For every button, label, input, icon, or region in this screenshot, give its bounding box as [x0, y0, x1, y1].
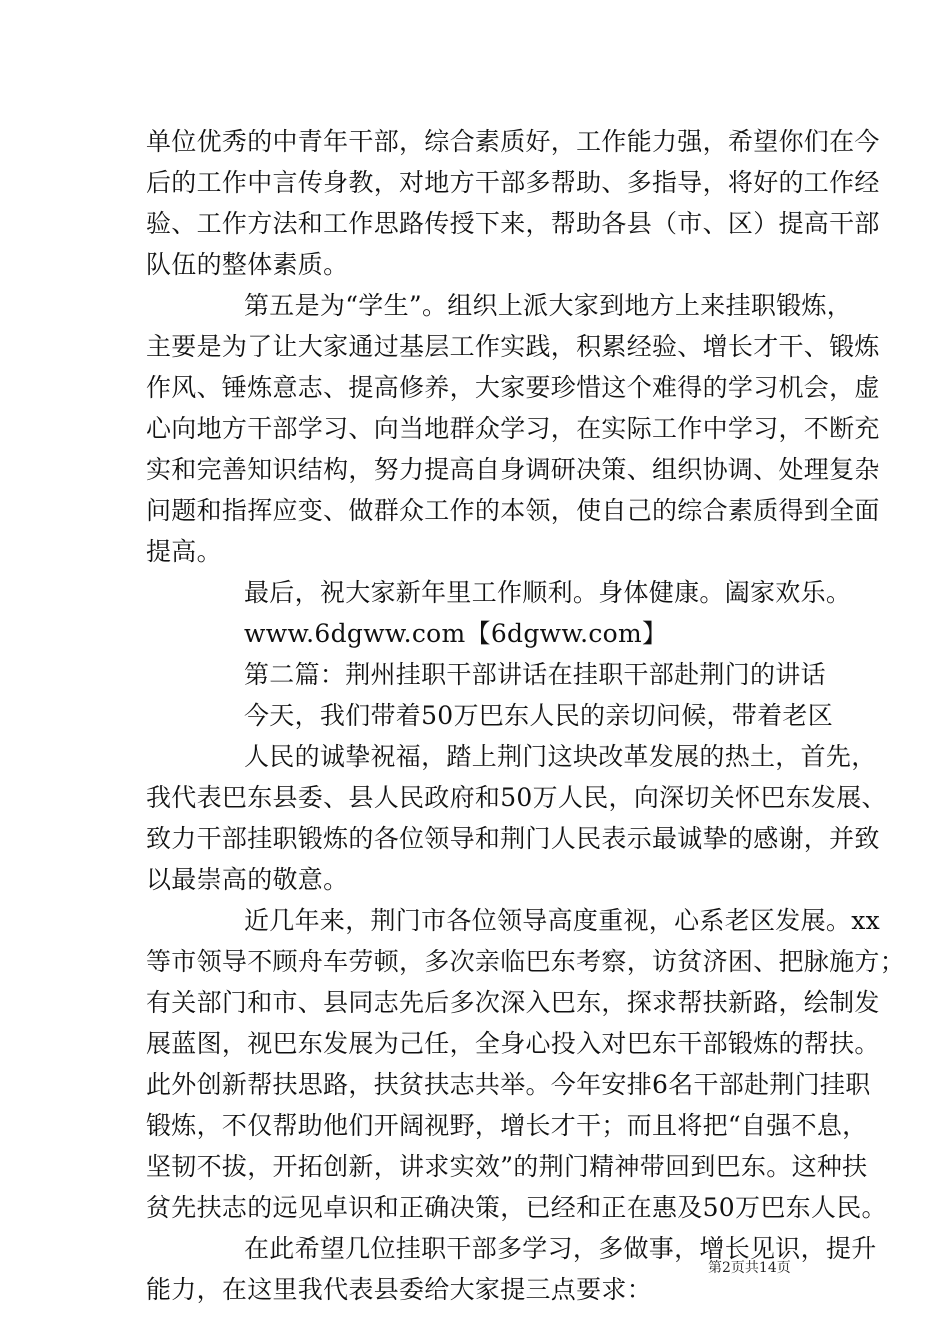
text-line: 主要是为了让大家通过基层工作实践，积累经验、增长才干、锻炼 — [146, 332, 880, 361]
text-line: 人民的诚挚祝福，踏上荆门这块改革发展的热土，首先， — [244, 742, 877, 771]
text-line: 心向地方干部学习、向当地群众学习，在实际工作中学习，不断充 — [146, 414, 880, 443]
text-line: www.6dgww.com【6dgww.com】 — [244, 619, 668, 648]
text-line: 验、工作方法和工作思路传授下来，帮助各县（市、区）提高干部 — [146, 209, 880, 238]
text-line: 最后，祝大家新年里工作顺利。身体健康。阖家欢乐。 — [244, 578, 852, 607]
section-heading: 第二篇：荆州挂职干部讲话在挂职干部赴荆门的讲话 — [244, 660, 826, 689]
text-line: 在此希望几位挂职干部多学习，多做事，增长见识，提升 — [244, 1234, 877, 1263]
text-line: 单位优秀的中青年干部，综合素质好，工作能力强，希望你们在今 — [146, 127, 880, 156]
text-line: 以最崇高的敬意。 — [146, 865, 349, 894]
text-line: 问题和指挥应变、做群众工作的本领，使自己的综合素质得到全面 — [146, 496, 880, 525]
text-line: 能力，在这里我代表县委给大家提三点要求： — [146, 1275, 653, 1304]
text-line: 今天，我们带着50万巴东人民的亲切问候，带着老区 — [244, 701, 834, 730]
text-line: 贫先扶志的远见卓识和正确决策，已经和正在惠及50万巴东人民。 — [146, 1193, 887, 1222]
text-line: 实和完善知识结构，努力提高自身调研决策、组织协调、处理复杂 — [146, 455, 880, 484]
page-number-footer: 第2页共14页 — [708, 1260, 791, 1276]
text-line: 近几年来，荆门市各位领导高度重视，心系老区发展。xx — [244, 906, 881, 935]
text-line: 此外创新帮扶思路，扶贫扶志共举。今年安排6名干部赴荆门挂职 — [146, 1070, 871, 1099]
text-line: 等市领导不顾舟车劳顿，多次亲临巴东考察，访贫济困、把脉施方； — [146, 947, 906, 976]
text-line: 展蓝图，视巴东发展为己任，全身心投入对巴东干部锻炼的帮扶。 — [146, 1029, 880, 1058]
text-line: 锻炼，不仅帮助他们开阔视野，增长才干；而且将把“自强不息， — [146, 1111, 868, 1140]
text-line: 坚韧不拔，开拓创新，讲求实效”的荆门精神带回到巴东。这种扶 — [146, 1152, 868, 1181]
text-line: 第五是为“学生”。组织上派大家到地方上来挂职锻炼， — [244, 291, 853, 320]
text-line: 后的工作中言传身教，对地方干部多帮助、多指导，将好的工作经 — [146, 168, 880, 197]
text-line: 提高。 — [146, 537, 222, 566]
text-line: 致力干部挂职锻炼的各位领导和荆门人民表示最诚挚的感谢，并致 — [146, 824, 880, 853]
text-line: 我代表巴东县委、县人民政府和50万人民，向深切关怀巴东发展、 — [146, 783, 887, 812]
text-line: 有关部门和市、县同志先后多次深入巴东，探求帮扶新路，绘制发 — [146, 988, 880, 1017]
text-line: 作风、锤炼意志、提高修养，大家要珍惜这个难得的学习机会，虚 — [146, 373, 880, 402]
text-line: 队伍的整体素质。 — [146, 250, 349, 279]
